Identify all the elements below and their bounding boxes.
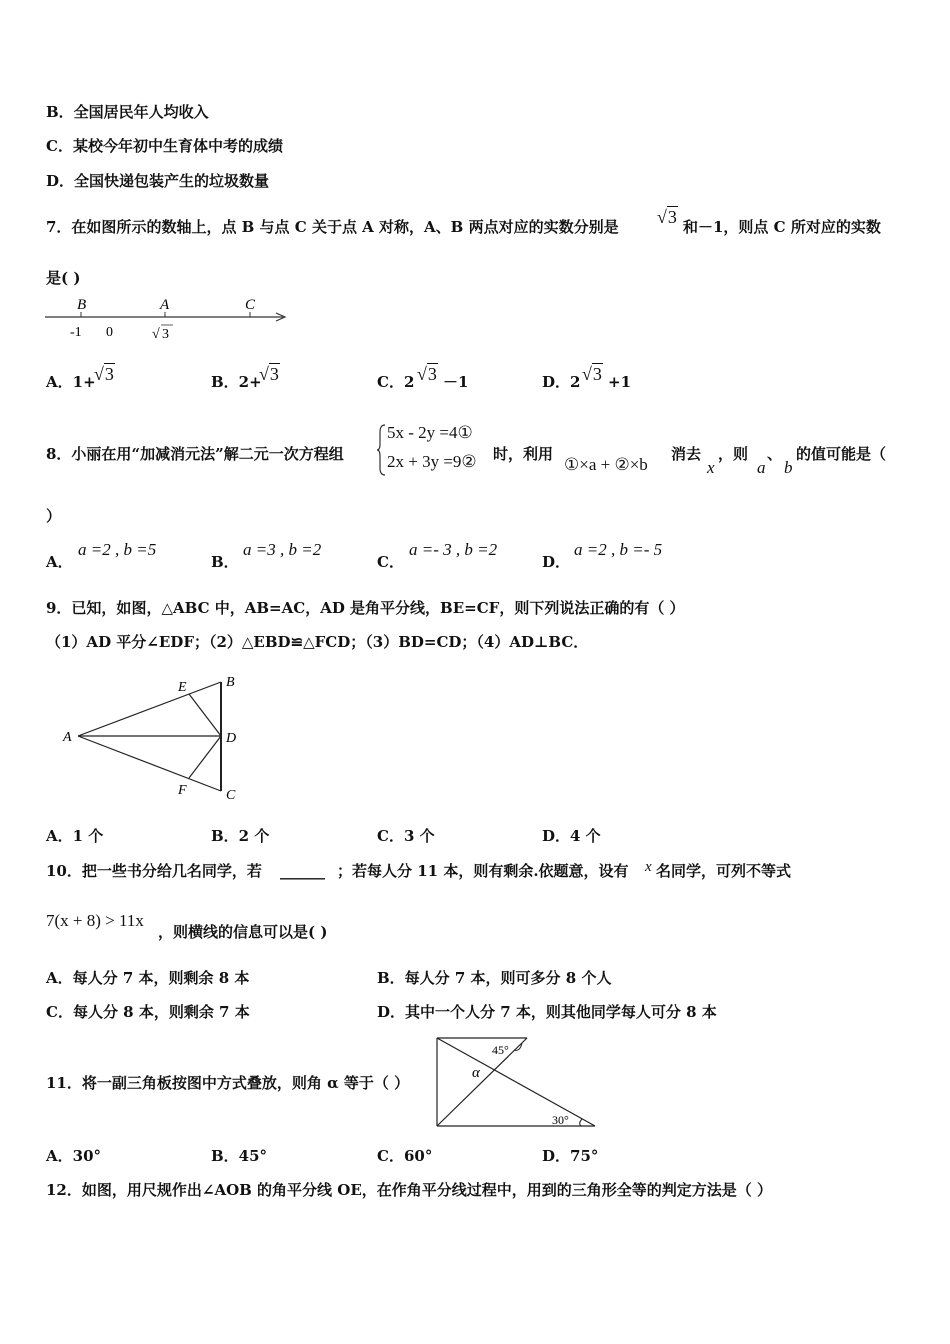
q11-option-b: B．45°	[211, 1147, 268, 1165]
q8-stem-close: ）	[46, 507, 62, 525]
axis-tick-0: 0	[106, 325, 113, 340]
q7-option-d-post: +1	[608, 373, 632, 391]
fig9-label-b: B	[226, 675, 235, 690]
q10-option-d: D．其中一个人分 7 本，则其他同学每人可分 8 本	[377, 1003, 717, 1021]
q8-option-d-label: D．	[542, 553, 571, 571]
q11-option-a: A．30°	[46, 1147, 102, 1165]
q12-stem: 12．如图，用尺规作出∠AOB 的角平分线 OE，在作角平分线过程中，用到的三角形全等的判定方法是（ ）	[46, 1181, 772, 1199]
q8-expr: ①×a + ②×b	[564, 455, 648, 474]
fig9-label-a: A	[63, 730, 72, 745]
q8-stem-e: 的值可能是（	[796, 445, 887, 463]
q7-option-d-sqrt: √3	[582, 364, 602, 384]
q8-option-d: a =2 , b =- 5	[574, 540, 663, 559]
q8-option-b-label: B．	[211, 553, 239, 571]
axis-label-b: B	[77, 297, 87, 313]
q8-var-b: b	[784, 458, 793, 477]
q9-option-c: C．3 个	[377, 827, 435, 845]
q10-blank: ______	[280, 862, 325, 880]
q7-option-b: B．2+	[211, 373, 262, 391]
q8-sep: 、	[767, 445, 783, 463]
q9-stem: 9．已知，如图，△ABC 中，AB=AC，AD 是角平分线，BE=CF，则下列说法正确的有（ ）	[46, 599, 685, 617]
q9-statements: （1）AD 平分∠EDF；（2）△EBD≌△FCD；（3）BD=CD；（4）AD⊥BC．	[46, 633, 589, 651]
q10-stem-d: ，则横线的信息可以是( )	[158, 923, 328, 941]
q10-stem-b: ；若每人分 11 本，则有剩余.依题意，设有	[337, 862, 629, 880]
q11-option-c: C．60°	[377, 1147, 433, 1165]
q7-option-a-sqrt: √3	[94, 364, 114, 384]
q7-stem-c: 是( )	[46, 269, 81, 287]
q7-option-c-pre: C．2	[377, 373, 415, 391]
q7-option-b-sqrt: √3	[259, 364, 279, 384]
q8-stem-d: ，则	[718, 445, 749, 463]
fig11-angle-45: 45°	[492, 1043, 509, 1057]
q7-sqrt: √3	[657, 207, 677, 227]
axis-label-c: C	[245, 297, 256, 313]
q8-var-a: a	[757, 458, 766, 477]
q8-eq2: 2x + 3y =9②	[387, 452, 477, 471]
q7-stem-a: 7．在如图所示的数轴上，点 B 与点 C 关于点 A 对称，A、B 两点对应的实数分别是	[46, 218, 619, 236]
q8-option-c: a =- 3 , b =2	[409, 540, 498, 559]
q10-stem-a: 10．把一些书分给几名同学，若	[46, 862, 262, 880]
q7-number-line	[40, 292, 300, 342]
fig11-angle-30: 30°	[552, 1113, 569, 1127]
q7-stem-b: 和－1，则点 C 所对应的实数	[683, 218, 881, 236]
q8-stem-a: 8．小丽在用“加减消元法”解二元一次方程组	[46, 445, 344, 463]
q9-figure	[60, 672, 260, 802]
option-d: D．全国快递包装产生的垃圾数量	[46, 172, 270, 190]
q8-eq1: 5x - 2y =4①	[387, 423, 473, 442]
q8-option-c-label: C．	[377, 553, 404, 571]
q10-inequality: 7(x + 8) > 11x	[46, 911, 144, 930]
axis-tick-sqrt-sign: √	[152, 327, 160, 342]
q8-stem-c: 消去	[671, 445, 702, 463]
q9-option-b: B．2 个	[211, 827, 270, 845]
axis-tick-neg1: -1	[70, 325, 82, 340]
q11-stem: 11．将一副三角板按图中方式叠放，则角 α 等于（ ）	[46, 1074, 410, 1092]
q7-option-c-post: －1	[443, 373, 469, 391]
fig9-label-f: F	[178, 783, 187, 798]
q7-option-c-sqrt: √3	[417, 364, 437, 384]
q8-brace	[377, 424, 387, 476]
q10-option-b: B．每人分 7 本，则可多分 8 个人	[377, 969, 612, 987]
q10-var-x: x	[645, 859, 652, 875]
q9-option-a: A．1 个	[46, 827, 104, 845]
q9-option-d: D．4 个	[542, 827, 601, 845]
fig9-label-d: D	[226, 731, 237, 746]
q7-option-a: A．1+	[46, 373, 96, 391]
q11-option-d: D．75°	[542, 1147, 599, 1165]
q10-option-c: C．每人分 8 本，则剩余 7 本	[46, 1003, 250, 1021]
q7-option-d-pre: D．2	[542, 373, 581, 391]
q8-option-a-label: A．	[46, 553, 73, 571]
q8-var-x: x	[707, 458, 715, 477]
option-c: C．某校今年初中生育体中考的成绩	[46, 137, 283, 155]
axis-label-a: A	[160, 297, 170, 313]
q8-option-b: a =3 , b =2	[243, 540, 322, 559]
q10-option-a: A．每人分 7 本，则剩余 8 本	[46, 969, 250, 987]
fig9-label-c: C	[226, 788, 236, 803]
option-b: B．全国居民年人均收入	[46, 103, 209, 121]
q10-stem-c: 名同学，可列不等式	[656, 862, 792, 880]
q8-option-a: a =2 , b =5	[78, 540, 157, 559]
fig11-alpha: α	[472, 1065, 480, 1081]
q8-stem-b: 时，利用	[493, 445, 554, 463]
q11-figure	[432, 1034, 602, 1134]
axis-tick-sqrt: 3	[162, 327, 169, 342]
fig9-label-e: E	[178, 680, 187, 695]
